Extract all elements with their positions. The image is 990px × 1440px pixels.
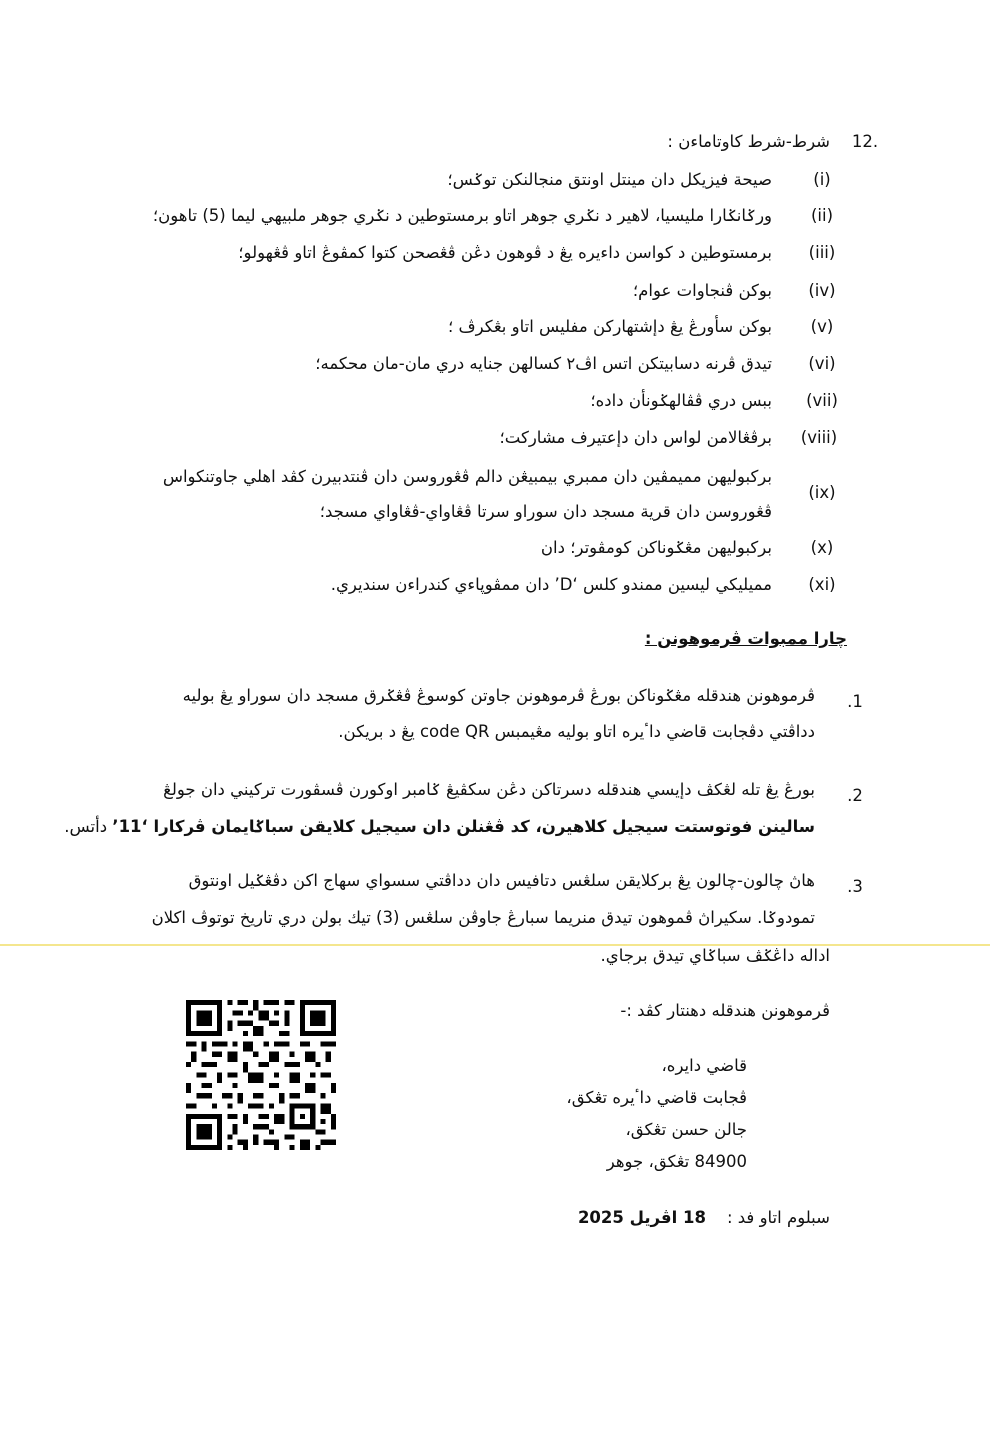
- section-title: شرط-شرط كاوتاماءن :: [667, 132, 830, 151]
- item-text: برمستوطين د كواسن داءيره يڠ د ڤوهون دڠن ڤڠصحن كتوا كمڤوڠ اتاو ڤڠهولو؛: [238, 243, 772, 262]
- item-text: بوكن ڤنجاوات عوام؛: [632, 281, 772, 300]
- address-line: ڤجابت قاضي داٴيره تڠكق،: [566, 1088, 747, 1107]
- item-text: بركبوليهن ممیمڤين دان ممبري بیمبيڠن دالم ڤڠوروسن دان ڤنتدبيرن كڤد اهلي جاوتنكواس: [162, 467, 772, 486]
- page-fold-line: [0, 944, 990, 946]
- address-line: جالن حسن تڠكق،: [625, 1120, 747, 1139]
- item-text: تيدق ڤرنه دسابيتكن اتس اڤ٢ كسالهن جنايه دري مان-مان محكمه؛: [315, 354, 772, 373]
- step-text: [64, 815, 815, 839]
- item-label: (vii): [806, 391, 838, 410]
- step-text: ڤرموهونن هندقله مڠݢوناكن بورڠ ڤرموهونن جاوتن كوسوڠ ڤڠݢرق مسجد دان سوراو يڠ بوليه: [182, 686, 815, 705]
- step-number: .3: [847, 877, 863, 896]
- address-line: قاضي دايره،: [661, 1056, 747, 1075]
- step-text: اداله داڠݢڤ سباݢاي تيدق برجاي.: [600, 946, 830, 965]
- address-intro: ڤرموهونن هندقله دهنتار كڤد :-: [620, 1001, 830, 1020]
- item-text: صيحة فيزيكل دان مينتل اونتق منجالنكن توݢس؛: [447, 170, 772, 189]
- item-label: (ix): [808, 483, 836, 502]
- section-number: 12.: [851, 132, 879, 151]
- item-label: (viii): [800, 428, 838, 447]
- step-text: هاڽ چالون-چالون يڠ بركلايقن سلڠس دتافيس دان دداڤتي سسواي سهاج اكن دڤڠݢيل اونتوق: [188, 871, 815, 890]
- step-text-bold: سالينن فوتوستت سيجيل كلاهيرن، كد ڤڠنلن دان سيجيل كلايقن سباݢايمان ڤركارا ‘11’: [112, 817, 815, 836]
- item-label: (v): [810, 317, 834, 336]
- step-text: دداڤتي دڤجابت قاضي داٴيره اتاو بوليه مڠيمبس code QR يڠ د بريكن.: [338, 722, 815, 741]
- item-label: (iii): [808, 243, 836, 262]
- item-label: (iv): [808, 281, 836, 300]
- item-text: برڤڠالامن لواس دان دإعتيرف مشاركت؛: [499, 428, 772, 447]
- qr-code[interactable]: [186, 1000, 336, 1150]
- closing-label: سبلوم اتاو فد :: [726, 1208, 830, 1227]
- step-number: .2: [847, 786, 863, 805]
- item-text: ورݢانݢارا مليسيا، لاهير د نݢري جوهر اتاو برمستوطين د نݢري جوهر ملبيهي ليما (5) تاهون؛: [152, 206, 772, 225]
- item-label: (i): [813, 170, 831, 189]
- closing-line: [578, 1206, 830, 1230]
- item-label: (vi): [808, 354, 836, 373]
- step-text: بورڠ يڠ تله لڠكڤ دإيسي هندقله دسرتاكن دڠن سكڤيڠ ݢامبر اوكورن ڤسڤورت تركيني دان جولڠ: [163, 780, 815, 799]
- item-label: (xi): [808, 575, 836, 594]
- item-text: مميليكي ليسين ممندو كلس ‘D’ دان ممڤوڽاءي كندراءن سنديري.: [330, 575, 772, 594]
- item-text: بوكن سأورڠ يڠ دإشتهاركن مفليس اتاو بڠكرڤ ؛: [448, 317, 772, 336]
- step-text-tail: دأتس.: [64, 817, 108, 836]
- item-text: ببس دري ڤڤالهݢونأن داده؛: [590, 391, 772, 410]
- item-label: (x): [810, 538, 834, 557]
- section-heading: چارا ممبوات ڤرموهونن :: [644, 629, 847, 648]
- step-number: .1: [847, 692, 863, 711]
- address-line: 84900 تڠكق، جوهر: [606, 1152, 747, 1171]
- item-label: (ii): [810, 206, 834, 225]
- step-text: تمودوݢا. سكيراڽ ڤموهون تيدق منريما سبارڠ جاوڤن سلڠس (3) تيك بولن دري تاريخ توتوڤ اكلان: [151, 908, 815, 927]
- item-text: بركبوليهن مڠݢوناكن كومڤوتر؛ دان: [540, 538, 772, 557]
- closing-date: 18 اڤريل 2025: [577, 1208, 706, 1227]
- item-text: ڤڠوروسن دان قرية مسجد دان سوراو سرتا ڤڠاواي-ڤڠاواي مسجد؛: [319, 502, 772, 521]
